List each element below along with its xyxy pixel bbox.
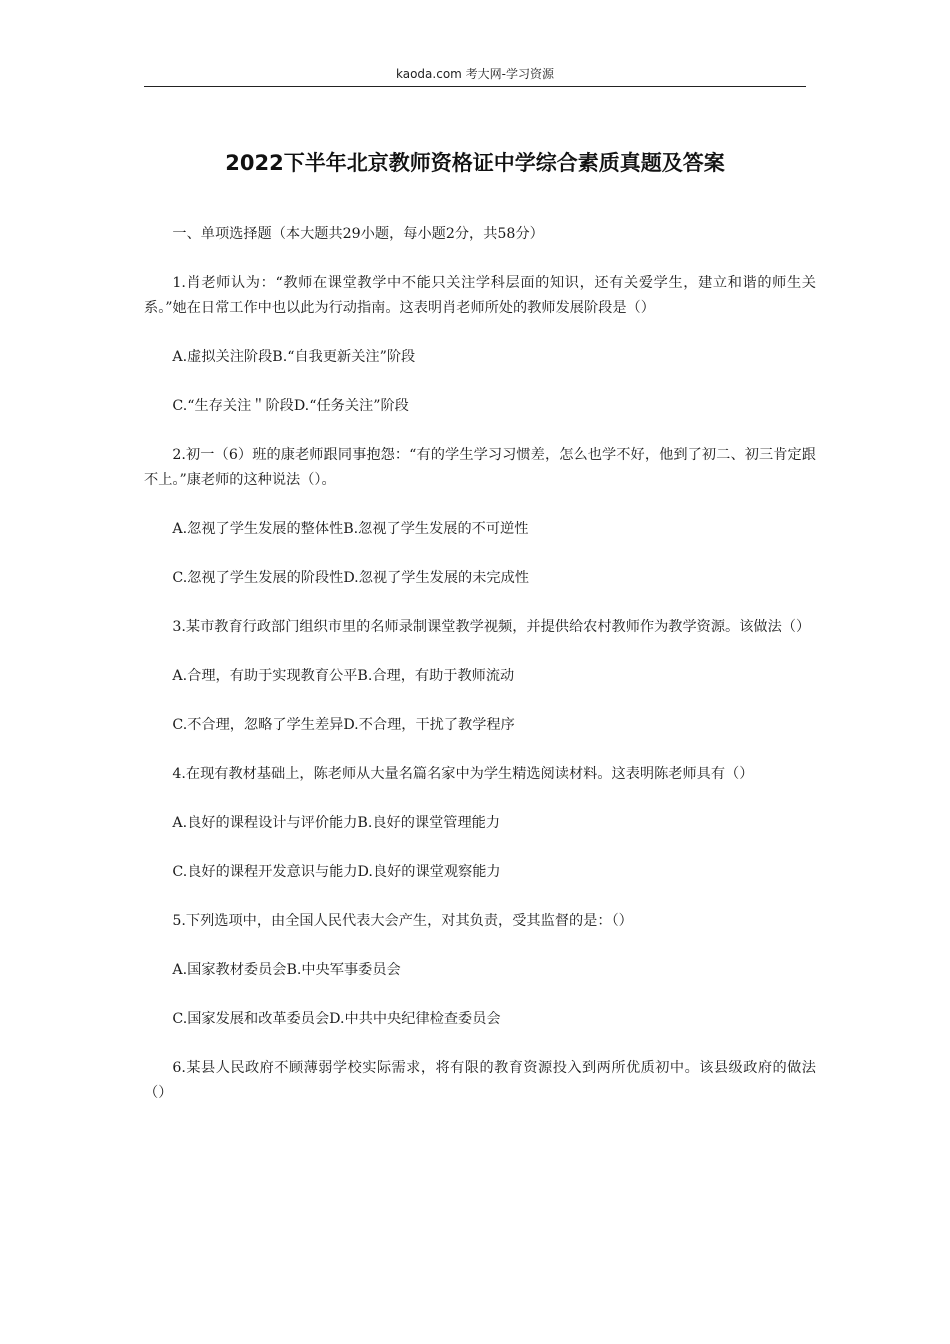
- page-header: kaoda.com 考大网-学习资源: [396, 67, 554, 81]
- question-options-cd: C.国家发展和改革委员会D.中共中央纪律检查委员会: [172, 1011, 501, 1027]
- question-2: [144, 443, 816, 591]
- question-5: [144, 909, 816, 1032]
- question-1: [144, 271, 816, 419]
- question-options-ab: A.国家教材委员会B.中央军事委员会: [172, 962, 401, 978]
- question-stem: 1.肖老师认为：“教师在课堂教学中不能只关注学科层面的知识，还有关爱学生，建立和谐的师生关系。”她在日常工作中也以此为行动指南。这表明肖老师所处的教师发展阶段是（）: [144, 275, 816, 316]
- document-body: [144, 222, 816, 1130]
- question-3: [144, 615, 816, 738]
- question-4: [144, 762, 816, 885]
- question-stem: 5.下列选项中，由全国人民代表大会产生，对其负责，受其监督的是：（）: [172, 913, 633, 929]
- document-title: 2022下半年北京教师资格证中学综合素质真题及答案: [225, 151, 725, 176]
- question-options-ab: A.虚拟关注阶段B.“自我更新关注”阶段: [172, 349, 416, 365]
- question-options-ab: A.良好的课程设计与评价能力B.良好的课堂管理能力: [172, 815, 501, 831]
- question-stem: 4.在现有教材基础上，陈老师从大量名篇名家中为学生精选阅读材料。这表明陈老师具有（）: [172, 766, 754, 782]
- question-options-ab: A.忽视了学生发展的整体性B.忽视了学生发展的不可逆性: [172, 521, 529, 537]
- question-stem: 2.初一（6）班的康老师跟同事抱怨：“有的学生学习习惯差，怎么也学不好，他到了初二、初三肯定跟不上。”康老师的这种说法（）。: [144, 447, 816, 488]
- question-options-cd: C.“生存关注＂阶段D.“任务关注”阶段: [172, 398, 409, 414]
- question-options-cd: C.良好的课程开发意识与能力D.良好的课堂观察能力: [172, 864, 501, 880]
- question-stem: 6.某县人民政府不顾薄弱学校实际需求，将有限的教育资源投入到两所优质初中。该县级政府的做法（）: [144, 1060, 816, 1101]
- question-options-cd: C.不合理，忽略了学生差异D.不合理，干扰了教学程序: [172, 717, 515, 733]
- header-divider: [144, 86, 806, 87]
- section-heading: 一、单项选择题（本大题共29小题，每小题2分，共58分）: [172, 226, 544, 242]
- question-6: [144, 1056, 816, 1106]
- question-options-ab: A.合理，有助于实现教育公平B.合理，有助于教师流动: [172, 668, 515, 684]
- question-options-cd: C.忽视了学生发展的阶段性D.忽视了学生发展的未完成性: [172, 570, 529, 586]
- question-stem: 3.某市教育行政部门组织市里的名师录制课堂教学视频，并提供给农村教师作为教学资源。该做法（）: [172, 619, 811, 635]
